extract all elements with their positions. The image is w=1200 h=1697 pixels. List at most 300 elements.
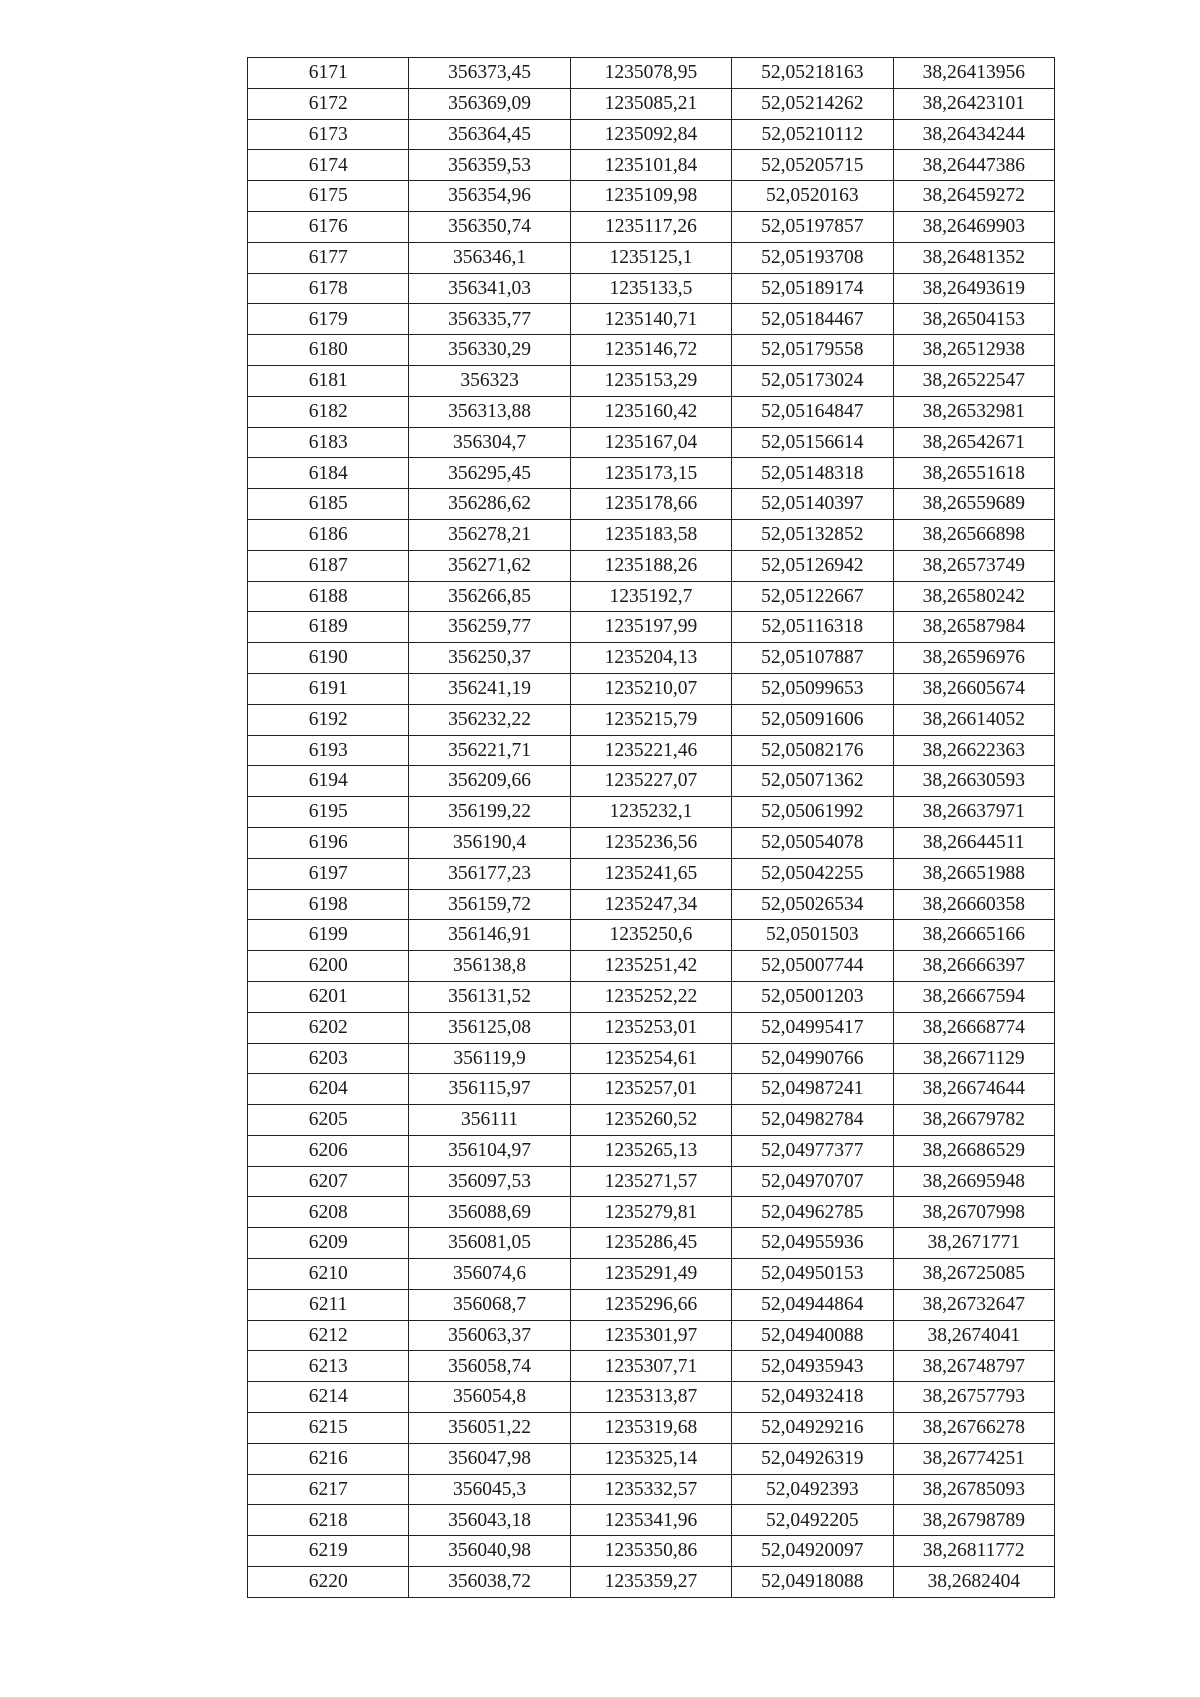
point-number-cell: 6203	[248, 1043, 409, 1074]
longitude-cell: 38,26587984	[893, 612, 1054, 643]
y-coordinate-cell: 1235296,66	[570, 1289, 731, 1320]
longitude-cell: 38,26757793	[893, 1382, 1054, 1413]
table-row	[248, 396, 1055, 427]
point-number-cell: 6220	[248, 1567, 409, 1598]
latitude-cell: 52,05099653	[732, 673, 893, 704]
longitude-cell: 38,26512938	[893, 335, 1054, 366]
x-coordinate-cell: 356335,77	[409, 304, 570, 335]
table-row	[248, 704, 1055, 735]
y-coordinate-cell: 1235227,07	[570, 766, 731, 797]
x-coordinate-cell: 356119,9	[409, 1043, 570, 1074]
point-number-cell: 6194	[248, 766, 409, 797]
y-coordinate-cell: 1235210,07	[570, 673, 731, 704]
x-coordinate-cell: 356146,91	[409, 920, 570, 951]
table-row	[248, 858, 1055, 889]
y-coordinate-cell: 1235188,26	[570, 550, 731, 581]
table-row	[248, 1289, 1055, 1320]
longitude-cell: 38,26413956	[893, 58, 1054, 89]
x-coordinate-cell: 356159,72	[409, 889, 570, 920]
point-number-cell: 6175	[248, 181, 409, 212]
x-coordinate-cell: 356054,8	[409, 1382, 570, 1413]
table-row	[248, 981, 1055, 1012]
x-coordinate-cell: 356125,08	[409, 1012, 570, 1043]
point-number-cell: 6202	[248, 1012, 409, 1043]
y-coordinate-cell: 1235319,68	[570, 1413, 731, 1444]
x-coordinate-cell: 356369,09	[409, 88, 570, 119]
table-row	[248, 1536, 1055, 1567]
point-number-cell: 6190	[248, 643, 409, 674]
x-coordinate-cell: 356111	[409, 1105, 570, 1136]
x-coordinate-cell: 356131,52	[409, 981, 570, 1012]
y-coordinate-cell: 1235254,61	[570, 1043, 731, 1074]
point-number-cell: 6216	[248, 1443, 409, 1474]
longitude-cell: 38,26665166	[893, 920, 1054, 951]
longitude-cell: 38,26679782	[893, 1105, 1054, 1136]
point-number-cell: 6198	[248, 889, 409, 920]
latitude-cell: 52,04929216	[732, 1413, 893, 1444]
longitude-cell: 38,26551618	[893, 458, 1054, 489]
x-coordinate-cell: 356341,03	[409, 273, 570, 304]
x-coordinate-cell: 356286,62	[409, 489, 570, 520]
y-coordinate-cell: 1235341,96	[570, 1505, 731, 1536]
table-row	[248, 458, 1055, 489]
longitude-cell: 38,2674041	[893, 1320, 1054, 1351]
table-row	[248, 1135, 1055, 1166]
point-number-cell: 6211	[248, 1289, 409, 1320]
latitude-cell: 52,05184467	[732, 304, 893, 335]
latitude-cell: 52,04918088	[732, 1567, 893, 1598]
longitude-cell: 38,26622363	[893, 735, 1054, 766]
point-number-cell: 6193	[248, 735, 409, 766]
x-coordinate-cell: 356115,97	[409, 1074, 570, 1105]
latitude-cell: 52,05126942	[732, 550, 893, 581]
table-row	[248, 489, 1055, 520]
y-coordinate-cell: 1235350,86	[570, 1536, 731, 1567]
longitude-cell: 38,26811772	[893, 1536, 1054, 1567]
x-coordinate-cell: 356097,53	[409, 1166, 570, 1197]
point-number-cell: 6197	[248, 858, 409, 889]
latitude-cell: 52,04990766	[732, 1043, 893, 1074]
latitude-cell: 52,04940088	[732, 1320, 893, 1351]
latitude-cell: 52,05054078	[732, 827, 893, 858]
point-number-cell: 6181	[248, 365, 409, 396]
point-number-cell: 6186	[248, 519, 409, 550]
longitude-cell: 38,26667594	[893, 981, 1054, 1012]
y-coordinate-cell: 1235257,01	[570, 1074, 731, 1105]
y-coordinate-cell: 1235260,52	[570, 1105, 731, 1136]
x-coordinate-cell: 356373,45	[409, 58, 570, 89]
x-coordinate-cell: 356209,66	[409, 766, 570, 797]
point-number-cell: 6188	[248, 581, 409, 612]
table-row	[248, 1382, 1055, 1413]
x-coordinate-cell: 356043,18	[409, 1505, 570, 1536]
latitude-cell: 52,05189174	[732, 273, 893, 304]
x-coordinate-cell: 356051,22	[409, 1413, 570, 1444]
latitude-cell: 52,05164847	[732, 396, 893, 427]
point-number-cell: 6217	[248, 1474, 409, 1505]
longitude-cell: 38,26725085	[893, 1259, 1054, 1290]
point-number-cell: 6219	[248, 1536, 409, 1567]
latitude-cell: 52,04944864	[732, 1289, 893, 1320]
latitude-cell: 52,05197857	[732, 211, 893, 242]
point-number-cell: 6185	[248, 489, 409, 520]
latitude-cell: 52,04932418	[732, 1382, 893, 1413]
y-coordinate-cell: 1235307,71	[570, 1351, 731, 1382]
table-row	[248, 951, 1055, 982]
table-row	[248, 1474, 1055, 1505]
longitude-cell: 38,26447386	[893, 150, 1054, 181]
latitude-cell: 52,04920097	[732, 1536, 893, 1567]
longitude-cell: 38,26522547	[893, 365, 1054, 396]
latitude-cell: 52,0492393	[732, 1474, 893, 1505]
table-row	[248, 735, 1055, 766]
x-coordinate-cell: 356177,23	[409, 858, 570, 889]
y-coordinate-cell: 1235215,79	[570, 704, 731, 735]
x-coordinate-cell: 356271,62	[409, 550, 570, 581]
latitude-cell: 52,0492205	[732, 1505, 893, 1536]
table-row	[248, 273, 1055, 304]
point-number-cell: 6210	[248, 1259, 409, 1290]
table-row	[248, 1413, 1055, 1444]
y-coordinate-cell: 1235178,66	[570, 489, 731, 520]
y-coordinate-cell: 1235221,46	[570, 735, 731, 766]
latitude-cell: 52,05026534	[732, 889, 893, 920]
y-coordinate-cell: 1235092,84	[570, 119, 731, 150]
table-row	[248, 1074, 1055, 1105]
point-number-cell: 6214	[248, 1382, 409, 1413]
y-coordinate-cell: 1235117,26	[570, 211, 731, 242]
longitude-cell: 38,26566898	[893, 519, 1054, 550]
x-coordinate-cell: 356047,98	[409, 1443, 570, 1474]
longitude-cell: 38,26559689	[893, 489, 1054, 520]
longitude-cell: 38,26434244	[893, 119, 1054, 150]
x-coordinate-cell: 356359,53	[409, 150, 570, 181]
longitude-cell: 38,26766278	[893, 1413, 1054, 1444]
point-number-cell: 6201	[248, 981, 409, 1012]
longitude-cell: 38,26423101	[893, 88, 1054, 119]
latitude-cell: 52,0501503	[732, 920, 893, 951]
table-row	[248, 1012, 1055, 1043]
table-row	[248, 827, 1055, 858]
latitude-cell: 52,05091606	[732, 704, 893, 735]
point-number-cell: 6212	[248, 1320, 409, 1351]
x-coordinate-cell: 356259,77	[409, 612, 570, 643]
y-coordinate-cell: 1235271,57	[570, 1166, 731, 1197]
latitude-cell: 52,05061992	[732, 797, 893, 828]
longitude-cell: 38,26707998	[893, 1197, 1054, 1228]
point-number-cell: 6208	[248, 1197, 409, 1228]
longitude-cell: 38,26686529	[893, 1135, 1054, 1166]
x-coordinate-cell: 356295,45	[409, 458, 570, 489]
latitude-cell: 52,05214262	[732, 88, 893, 119]
latitude-cell: 52,04955936	[732, 1228, 893, 1259]
longitude-cell: 38,26785093	[893, 1474, 1054, 1505]
table-row	[248, 1105, 1055, 1136]
point-number-cell: 6173	[248, 119, 409, 150]
latitude-cell: 52,05007744	[732, 951, 893, 982]
y-coordinate-cell: 1235183,58	[570, 519, 731, 550]
point-number-cell: 6209	[248, 1228, 409, 1259]
longitude-cell: 38,26668774	[893, 1012, 1054, 1043]
x-coordinate-cell: 356063,37	[409, 1320, 570, 1351]
y-coordinate-cell: 1235192,7	[570, 581, 731, 612]
table-row	[248, 119, 1055, 150]
y-coordinate-cell: 1235251,42	[570, 951, 731, 982]
point-number-cell: 6176	[248, 211, 409, 242]
latitude-cell: 52,05042255	[732, 858, 893, 889]
table-row	[248, 612, 1055, 643]
latitude-cell: 52,04970707	[732, 1166, 893, 1197]
y-coordinate-cell: 1235133,5	[570, 273, 731, 304]
table-row	[248, 1505, 1055, 1536]
table-row	[248, 797, 1055, 828]
table-row	[248, 920, 1055, 951]
x-coordinate-cell: 356045,3	[409, 1474, 570, 1505]
y-coordinate-cell: 1235265,13	[570, 1135, 731, 1166]
table-row	[248, 242, 1055, 273]
longitude-cell: 38,26605674	[893, 673, 1054, 704]
point-number-cell: 6204	[248, 1074, 409, 1105]
y-coordinate-cell: 1235313,87	[570, 1382, 731, 1413]
point-number-cell: 6183	[248, 427, 409, 458]
table-row	[248, 1443, 1055, 1474]
latitude-cell: 52,04962785	[732, 1197, 893, 1228]
point-number-cell: 6172	[248, 88, 409, 119]
table-row	[248, 1567, 1055, 1598]
point-number-cell: 6174	[248, 150, 409, 181]
table-row	[248, 1228, 1055, 1259]
table-row	[248, 58, 1055, 89]
longitude-cell: 38,26748797	[893, 1351, 1054, 1382]
longitude-cell: 38,26469903	[893, 211, 1054, 242]
longitude-cell: 38,26637971	[893, 797, 1054, 828]
y-coordinate-cell: 1235232,1	[570, 797, 731, 828]
y-coordinate-cell: 1235359,27	[570, 1567, 731, 1598]
table-row	[248, 766, 1055, 797]
x-coordinate-cell: 356250,37	[409, 643, 570, 674]
table-row	[248, 889, 1055, 920]
longitude-cell: 38,26630593	[893, 766, 1054, 797]
x-coordinate-cell: 356088,69	[409, 1197, 570, 1228]
longitude-cell: 38,26660358	[893, 889, 1054, 920]
y-coordinate-cell: 1235160,42	[570, 396, 731, 427]
point-number-cell: 6213	[248, 1351, 409, 1382]
point-number-cell: 6205	[248, 1105, 409, 1136]
table-row	[248, 1166, 1055, 1197]
point-number-cell: 6196	[248, 827, 409, 858]
point-number-cell: 6207	[248, 1166, 409, 1197]
table-row	[248, 1259, 1055, 1290]
longitude-cell: 38,26532981	[893, 396, 1054, 427]
table-row	[248, 211, 1055, 242]
table-row	[248, 673, 1055, 704]
table-row	[248, 1351, 1055, 1382]
longitude-cell: 38,26481352	[893, 242, 1054, 273]
longitude-cell: 38,2671771	[893, 1228, 1054, 1259]
longitude-cell: 38,26651988	[893, 858, 1054, 889]
point-number-cell: 6200	[248, 951, 409, 982]
y-coordinate-cell: 1235332,57	[570, 1474, 731, 1505]
point-number-cell: 6218	[248, 1505, 409, 1536]
latitude-cell: 52,05071362	[732, 766, 893, 797]
longitude-cell: 38,26504153	[893, 304, 1054, 335]
latitude-cell: 52,05001203	[732, 981, 893, 1012]
longitude-cell: 38,26666397	[893, 951, 1054, 982]
x-coordinate-cell: 356266,85	[409, 581, 570, 612]
y-coordinate-cell: 1235279,81	[570, 1197, 731, 1228]
y-coordinate-cell: 1235252,22	[570, 981, 731, 1012]
x-coordinate-cell: 356330,29	[409, 335, 570, 366]
table-row	[248, 519, 1055, 550]
x-coordinate-cell: 356304,7	[409, 427, 570, 458]
x-coordinate-cell: 356278,21	[409, 519, 570, 550]
y-coordinate-cell: 1235173,15	[570, 458, 731, 489]
x-coordinate-cell: 356221,71	[409, 735, 570, 766]
point-number-cell: 6184	[248, 458, 409, 489]
latitude-cell: 52,05107887	[732, 643, 893, 674]
longitude-cell: 38,26573749	[893, 550, 1054, 581]
table-row	[248, 181, 1055, 212]
y-coordinate-cell: 1235325,14	[570, 1443, 731, 1474]
table-row	[248, 1320, 1055, 1351]
table-row	[248, 1197, 1055, 1228]
coordinates-table	[247, 57, 1055, 1598]
latitude-cell: 52,04935943	[732, 1351, 893, 1382]
table-row	[248, 643, 1055, 674]
y-coordinate-cell: 1235286,45	[570, 1228, 731, 1259]
y-coordinate-cell: 1235253,01	[570, 1012, 731, 1043]
x-coordinate-cell: 356241,19	[409, 673, 570, 704]
point-number-cell: 6199	[248, 920, 409, 951]
longitude-cell: 38,26695948	[893, 1166, 1054, 1197]
x-coordinate-cell: 356350,74	[409, 211, 570, 242]
y-coordinate-cell: 1235078,95	[570, 58, 731, 89]
point-number-cell: 6192	[248, 704, 409, 735]
longitude-cell: 38,26774251	[893, 1443, 1054, 1474]
point-number-cell: 6182	[248, 396, 409, 427]
y-coordinate-cell: 1235204,13	[570, 643, 731, 674]
latitude-cell: 52,05156614	[732, 427, 893, 458]
y-coordinate-cell: 1235241,65	[570, 858, 731, 889]
x-coordinate-cell: 356190,4	[409, 827, 570, 858]
table-row	[248, 427, 1055, 458]
x-coordinate-cell: 356058,74	[409, 1351, 570, 1382]
latitude-cell: 52,05193708	[732, 242, 893, 273]
x-coordinate-cell: 356323	[409, 365, 570, 396]
latitude-cell: 52,05122667	[732, 581, 893, 612]
y-coordinate-cell: 1235153,29	[570, 365, 731, 396]
y-coordinate-cell: 1235197,99	[570, 612, 731, 643]
y-coordinate-cell: 1235109,98	[570, 181, 731, 212]
point-number-cell: 6206	[248, 1135, 409, 1166]
latitude-cell: 52,04977377	[732, 1135, 893, 1166]
y-coordinate-cell: 1235301,97	[570, 1320, 731, 1351]
longitude-cell: 38,26732647	[893, 1289, 1054, 1320]
longitude-cell: 38,26580242	[893, 581, 1054, 612]
latitude-cell: 52,04926319	[732, 1443, 893, 1474]
y-coordinate-cell: 1235146,72	[570, 335, 731, 366]
point-number-cell: 6178	[248, 273, 409, 304]
y-coordinate-cell: 1235247,34	[570, 889, 731, 920]
table-row	[248, 150, 1055, 181]
x-coordinate-cell: 356104,97	[409, 1135, 570, 1166]
point-number-cell: 6177	[248, 242, 409, 273]
x-coordinate-cell: 356232,22	[409, 704, 570, 735]
latitude-cell: 52,04987241	[732, 1074, 893, 1105]
point-number-cell: 6187	[248, 550, 409, 581]
x-coordinate-cell: 356138,8	[409, 951, 570, 982]
point-number-cell: 6195	[248, 797, 409, 828]
coordinates-table-body	[248, 58, 1055, 1598]
latitude-cell: 52,04950153	[732, 1259, 893, 1290]
x-coordinate-cell: 356199,22	[409, 797, 570, 828]
point-number-cell: 6189	[248, 612, 409, 643]
latitude-cell: 52,05148318	[732, 458, 893, 489]
y-coordinate-cell: 1235101,84	[570, 150, 731, 181]
latitude-cell: 52,04982784	[732, 1105, 893, 1136]
latitude-cell: 52,05210112	[732, 119, 893, 150]
longitude-cell: 38,26674644	[893, 1074, 1054, 1105]
point-number-cell: 6215	[248, 1413, 409, 1444]
point-number-cell: 6191	[248, 673, 409, 704]
x-coordinate-cell: 356354,96	[409, 181, 570, 212]
longitude-cell: 38,26671129	[893, 1043, 1054, 1074]
x-coordinate-cell: 356346,1	[409, 242, 570, 273]
y-coordinate-cell: 1235140,71	[570, 304, 731, 335]
longitude-cell: 38,26542671	[893, 427, 1054, 458]
latitude-cell: 52,04995417	[732, 1012, 893, 1043]
y-coordinate-cell: 1235167,04	[570, 427, 731, 458]
x-coordinate-cell: 356074,6	[409, 1259, 570, 1290]
longitude-cell: 38,26596976	[893, 643, 1054, 674]
longitude-cell: 38,26644511	[893, 827, 1054, 858]
point-number-cell: 6180	[248, 335, 409, 366]
longitude-cell: 38,26459272	[893, 181, 1054, 212]
y-coordinate-cell: 1235125,1	[570, 242, 731, 273]
latitude-cell: 52,05179558	[732, 335, 893, 366]
table-row	[248, 550, 1055, 581]
latitude-cell: 52,05173024	[732, 365, 893, 396]
x-coordinate-cell: 356313,88	[409, 396, 570, 427]
y-coordinate-cell: 1235236,56	[570, 827, 731, 858]
table-row	[248, 365, 1055, 396]
latitude-cell: 52,05218163	[732, 58, 893, 89]
latitude-cell: 52,05082176	[732, 735, 893, 766]
longitude-cell: 38,26614052	[893, 704, 1054, 735]
latitude-cell: 52,05205715	[732, 150, 893, 181]
latitude-cell: 52,05140397	[732, 489, 893, 520]
table-row	[248, 304, 1055, 335]
y-coordinate-cell: 1235250,6	[570, 920, 731, 951]
latitude-cell: 52,0520163	[732, 181, 893, 212]
latitude-cell: 52,05116318	[732, 612, 893, 643]
x-coordinate-cell: 356068,7	[409, 1289, 570, 1320]
longitude-cell: 38,2682404	[893, 1567, 1054, 1598]
x-coordinate-cell: 356364,45	[409, 119, 570, 150]
latitude-cell: 52,05132852	[732, 519, 893, 550]
y-coordinate-cell: 1235085,21	[570, 88, 731, 119]
x-coordinate-cell: 356038,72	[409, 1567, 570, 1598]
x-coordinate-cell: 356081,05	[409, 1228, 570, 1259]
point-number-cell: 6171	[248, 58, 409, 89]
table-row	[248, 335, 1055, 366]
table-row	[248, 581, 1055, 612]
point-number-cell: 6179	[248, 304, 409, 335]
longitude-cell: 38,26493619	[893, 273, 1054, 304]
longitude-cell: 38,26798789	[893, 1505, 1054, 1536]
table-row	[248, 1043, 1055, 1074]
y-coordinate-cell: 1235291,49	[570, 1259, 731, 1290]
